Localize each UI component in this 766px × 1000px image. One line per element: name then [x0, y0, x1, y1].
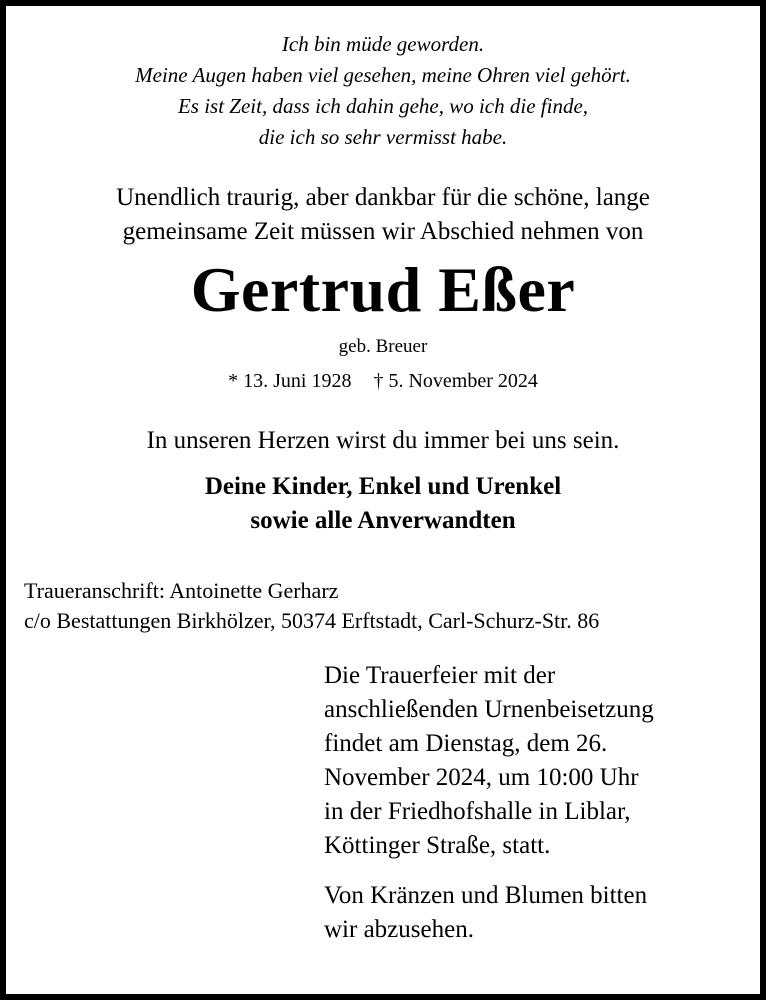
deceased-name: Gertrud Eßer: [190, 254, 576, 325]
poem-line-4: die ich so sehr vermisst habe.: [258, 125, 508, 149]
ceremony-line-6: Köttinger Straße, statt.: [324, 832, 551, 859]
memorial-line: In unseren Herzen wirst du immer bei uns sein.: [146, 427, 620, 454]
family-line-1: Deine Kinder, Enkel und Urenkel: [204, 473, 562, 500]
life-dates: [0, 370, 766, 393]
ceremony-line-1: Die Trauerfeier mit der: [324, 662, 556, 689]
ceremony-line-2: anschließenden Urnenbeisetzung: [324, 696, 654, 723]
family-line-2: sowie alle Anverwandten: [250, 507, 516, 534]
death-date: † 5. November 2024: [373, 370, 538, 392]
ceremony-line-3: findet am Dienstag, dem 26.: [324, 730, 608, 757]
intro-line-1: Unendlich traurig, aber dankbar für die schöne, lange: [116, 184, 650, 211]
ceremony-line-5: in der Friedhofshalle in Liblar,: [324, 798, 631, 825]
flowers-note-line-1: Von Kränzen und Blumen bitten: [324, 882, 648, 909]
address-line-1: Traueranschrift: Antoinette Gerharz: [24, 578, 339, 603]
birth-date: * 13. Juni 1928: [228, 370, 352, 392]
intro-line-2: gemeinsame Zeit müssen wir Abschied nehmen von: [122, 218, 644, 245]
ceremony-line-4: November 2024, um 10:00 Uhr: [324, 764, 639, 791]
flowers-note-line-2: wir abzusehen.: [324, 916, 474, 943]
poem-line-2: Meine Augen haben viel gesehen, meine Ohren viel gehört.: [135, 63, 631, 87]
poem-line-3: Es ist Zeit, dass ich dahin gehe, wo ich die finde,: [177, 94, 589, 118]
address-line-2: c/o Bestattungen Birkhölzer, 50374 Erftstadt, Carl-Schurz-Str. 86: [24, 608, 600, 633]
poem-line-1: Ich bin müde geworden.: [281, 32, 485, 56]
maiden-name: geb. Breuer: [338, 336, 428, 357]
